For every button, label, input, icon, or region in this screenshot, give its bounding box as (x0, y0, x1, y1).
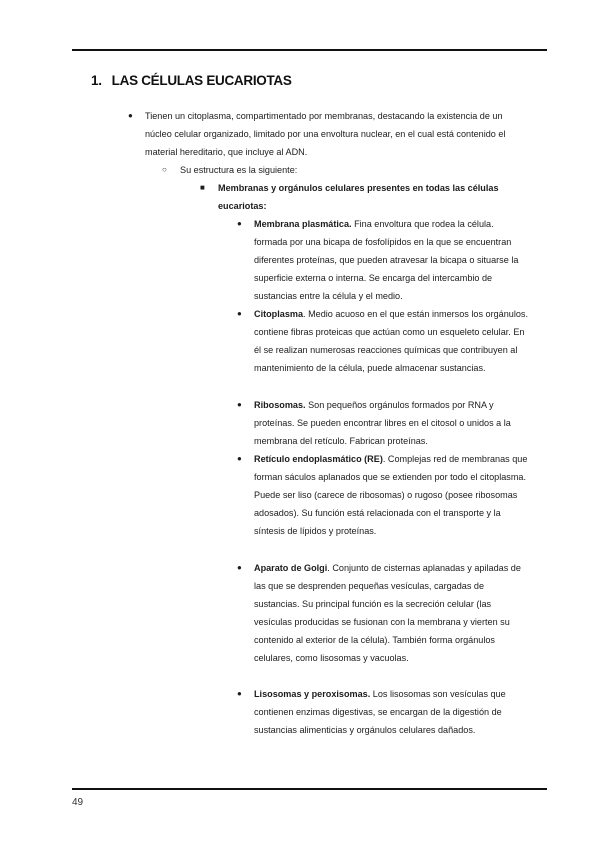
list-item (254, 305, 529, 377)
item-term: Ribosomas. (254, 400, 306, 410)
list-item (254, 450, 529, 540)
page-number: 49 (72, 797, 84, 808)
item-description: Fina envoltura que rodea la célula. formada por una bicapa de fosfolípidos en la que se encuentran diferentes proteínas, que pueden atravesar la bicapa o situarse la superficie externa o interna. Se encarga del intercambio de sustancias entre la célula y el medio. (254, 219, 519, 302)
bottom-rule (72, 788, 547, 790)
bullet-disc: ● (237, 689, 242, 698)
item-term: Aparato de Golgi (254, 563, 328, 573)
top-rule (72, 49, 547, 51)
item-term: Retículo endoplasmático (RE) (254, 454, 383, 464)
item-description: Son pequeños orgánulos formados por RNA y proteínas. Se pueden encontrar libres en el citosol o unidos a la membrana del retículo. Fabrican proteínas. (254, 400, 511, 447)
item-description: . Conjunto de cisternas aplanadas y apiladas de las que se desprenden pequeñas vesículas, cargadas de sustancias. Su principal función es la secreción celular (las vesículas producidas se fusionan con la membrana y vierten su contenido al exterior de la célula). También forma orgánulos celulares, como lisosomas y vacuolas. (254, 563, 521, 664)
list-item (254, 215, 529, 305)
bullet-disc: ● (237, 219, 242, 228)
bullet-disc: ● (237, 309, 242, 318)
section-number: 1. (91, 73, 102, 88)
bullet-disc: ● (237, 454, 242, 463)
item-description: . Complejas red de membranas que forman sáculos aplanados que se extienden por todo el citoplasma. Puede ser liso (carece de ribosomas) o rugoso (posee ribosomas adosados). Su función está relacionada con el transporte y la síntesis de lípidos y proteínas. (254, 454, 528, 537)
section-title: LAS CÉLULAS EUCARIOTAS (111, 73, 292, 88)
item-term: Membrana plasmática. (254, 219, 352, 229)
bullet-disc: ● (128, 111, 133, 120)
group-title: Membranas y orgánulos celulares presentes en todas las células eucariotas: (218, 183, 499, 212)
list-item (254, 685, 529, 739)
bullet-square: ■ (200, 183, 205, 192)
item-description: . Medio acuoso en el que están inmersos los orgánulos. contiene fibras proteicas que actúan como un esqueleto celular. En él se realizan numerosas reacciones químicas que contribuyen al mantenimiento de la célula, puede almacenar sustancias. (254, 309, 528, 374)
structure-intro: Su estructura es la siguiente: (180, 165, 298, 175)
item-term: Citoplasma (254, 309, 304, 319)
list-item (254, 396, 529, 450)
bullet-disc: ● (237, 400, 242, 409)
section-heading (91, 73, 292, 88)
intro-paragraph: Tienen un citoplasma, compartimentado por membranas, destacando la existencia de un núcleo celular organizado, limitado por una envoltura nuclear, en el cual está contenido el material hereditario, que incluye al ADN. (145, 111, 506, 158)
item-description: Los lisosomas son vesículas que contienen enzimas digestivas, se encargan de la digestión de sustancias alimenticias y orgánulos celulares dañados. (254, 689, 506, 736)
list-item (254, 559, 529, 668)
item-term: Lisosomas y peroxisomas. (254, 689, 371, 699)
bullet-disc: ● (237, 563, 242, 572)
bullet-circle: ○ (162, 165, 167, 174)
